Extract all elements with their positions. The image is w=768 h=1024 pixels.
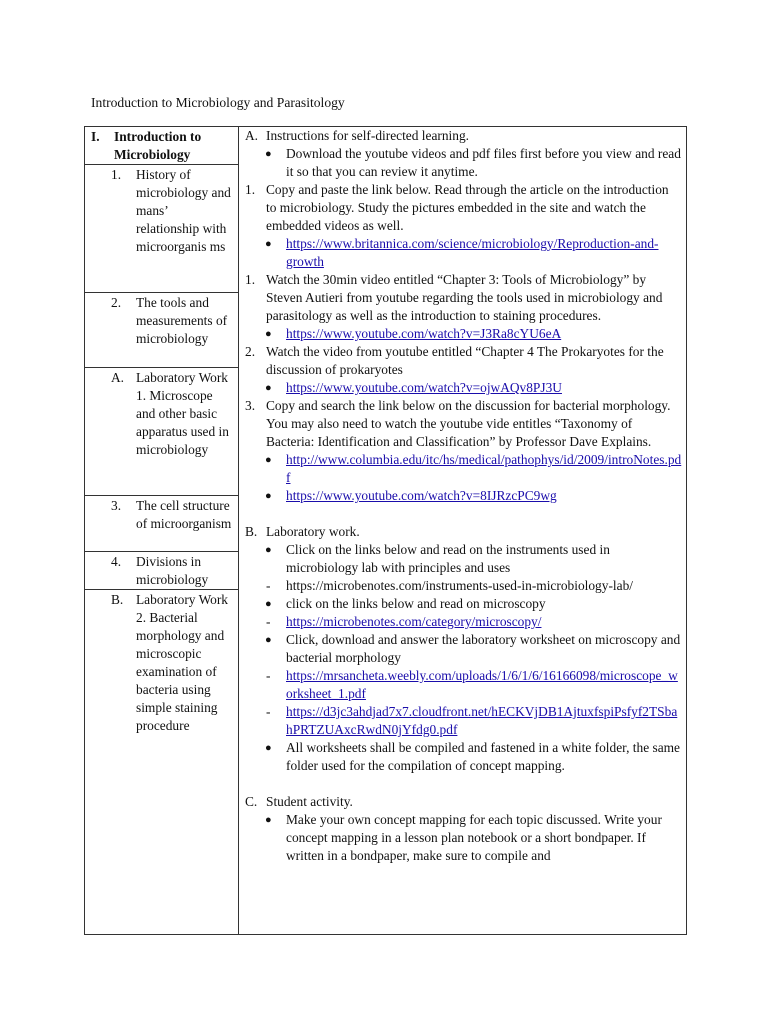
dash-item: - https://mrsancheta.weebly.com/uploads/1/6/1/6/16166098/microscope_worksheet_1.pdf [266,668,678,701]
topic-number: I. [91,129,100,144]
link-item: ● https://www.youtube.com/watch?v=ojwAQv8PJ3U [265,380,562,395]
topic-number: A. [111,370,125,385]
section-b-title: B. Laboratory work. [245,524,360,539]
topic-label: Divisions in microbiology [136,554,209,587]
topic-row [85,293,239,368]
topic-row [85,552,239,590]
topic-number: B. [111,592,124,607]
lesson-table [84,126,687,935]
dash-item: - https://microbenotes.com/instruments-used-in-microbiology-lab/ [266,578,633,593]
bullet-item: ● Make your own concept mapping for each topic discussed. Write your concept mapping in a lesson plan notebook or a short bondpaper. If written in a bondpaper, make sure to compile and [265,812,662,863]
link-item: ● https://www.youtube.com/watch?v=8IJRzcPC9wg [265,488,557,503]
topic-label: Introduction to Microbiology [114,129,202,162]
dash-item: - https://d3jc3ahdjad7x7.cloudfront.net/hECKVjDB1AjtuxfspiPsfyf2TSbahPRTZUAxcRwdN0jYfdg0.pdf [266,704,678,737]
link-item: ● https://www.youtube.com/watch?v=J3Ra8cYU6eA [265,326,562,341]
document-title: Introduction to Microbiology and Parasitology [91,95,345,110]
instruction-column [239,127,687,935]
topic-label: The tools and measurements of microbiology [136,295,228,346]
topic-label: Laboratory Work 1. Microscope and other basic apparatus used in microbiology [136,370,229,457]
topic-label: History of microbiology and mans’ relationship with microorganis ms [136,167,231,254]
cloudfront-pdf-link[interactable]: https://d3jc3ahdjad7x7.cloudfront.net/hECKVjDB1AjtuxfspiPsfyf2TSbahPRTZUAxcRwdN0jYfdg0.pdf [286,704,678,737]
bullet-item: ● All worksheets shall be compiled and fastened in a white folder, the same folder used for the compilation of concept mapping. [265,740,680,773]
youtube-link-taxonomy[interactable]: https://www.youtube.com/watch?v=8IJRzcPC9wg [286,488,557,503]
topic-label: The cell structure of microorganism [136,498,232,531]
topic-label: Laboratory Work 2. Bacterial morphology and microscopic examination of bacteria using simple staining procedure [136,592,229,733]
section-c-title: C. Student activity. [245,794,353,809]
youtube-link-prokaryotes[interactable]: https://www.youtube.com/watch?v=ojwAQv8PJ3U [286,380,562,395]
worksheet-link[interactable]: https://mrsancheta.weebly.com/uploads/1/6/1/6/16166098/microscope_worksheet_1.pdf [286,668,678,701]
topic-heading [85,127,238,164]
topic-number: 4. [111,554,122,569]
numbered-item: 2. Watch the video from youtube entitled “Chapter 4 The Prokaryotes for the discussion of prokaryotes [245,344,664,377]
topic-row [85,368,239,496]
topic-column [85,127,239,165]
britannica-link[interactable]: https://www.britannica.com/science/microbiology/Reproduction-and-growth [286,236,659,269]
topic-number: 1. [111,167,122,182]
topic-number: 2. [111,295,122,310]
bullet-item: ● Click, download and answer the laboratory worksheet on microscopy and bacterial morphology [265,632,681,665]
numbered-item: 1. Copy and paste the link below. Read through the article on the introduction to microbiology. Study the pictures embedded in the site and watch the embedded videos as well. [245,182,669,233]
topic-number: 3. [111,498,122,513]
link-item: ● http://www.columbia.edu/itc/hs/medical/pathophys/id/2009/introNotes.pdf [265,452,682,485]
numbered-item: 1. Watch the 30min video entitled “Chapter 3: Tools of Microbiology” by Steven Autieri from youtube regarding the tools used in microbiology and parasitology as well as the introduction to staining procedures. [245,272,663,323]
columbia-link[interactable]: http://www.columbia.edu/itc/hs/medical/pathophys/id/2009/introNotes.pdf [286,452,682,485]
bullet-item: ● Download the youtube videos and pdf files first before you view and read it so that you can review it anytime. [265,146,681,179]
microscopy-link[interactable]: https://microbenotes.com/category/microscopy/ [286,614,542,629]
topic-row [85,496,239,552]
dash-item: - https://microbenotes.com/category/microscopy/ [266,614,542,629]
bullet-item: ● click on the links below and read on microscopy [265,596,546,611]
topic-row [85,165,239,293]
link-item: ● https://www.britannica.com/science/microbiology/Reproduction-and-growth [265,236,659,269]
youtube-link-tools[interactable]: https://www.youtube.com/watch?v=J3Ra8cYU6eA [286,326,562,341]
numbered-item: 3. Copy and search the link below on the discussion for bacterial morphology. You may also need to watch the youtube vide entitles “Taxonomy of Bacteria: Identification and Classification” by Professor Dave Explains. [245,398,671,449]
topic-row [85,590,239,935]
section-a-title: A. Instructions for self-directed learning. [245,128,470,143]
bullet-item: ● Click on the links below and read on the instruments used in microbiology lab with principles and uses [265,542,610,575]
